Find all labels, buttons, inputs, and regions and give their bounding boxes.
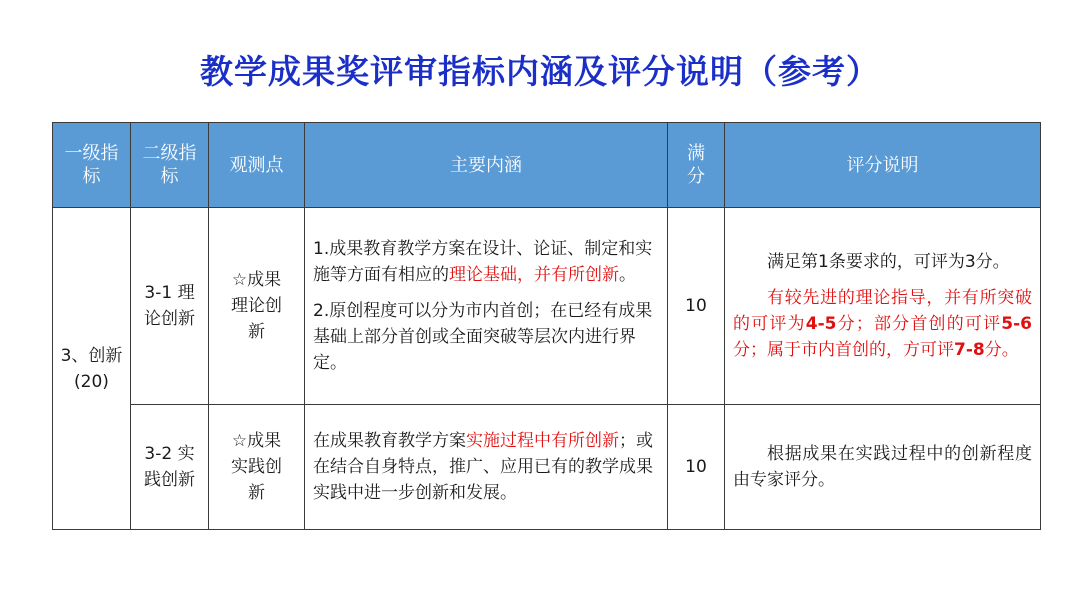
table-row [53, 405, 1041, 530]
header-level2-indicator: 二级指标 [131, 123, 209, 208]
header-level1-indicator: 一级指标 [53, 123, 131, 208]
header-full-score: 满分 [668, 123, 725, 208]
scoring-explanation-cell [725, 405, 1041, 530]
scoring-paragraph-2: 有较先进的理论指导，并有所突破的可评为4-5分；部分首创的可评5-6分；属于市内首创的，方可评7-8分。 [733, 288, 1033, 360]
header-observation-point: 观测点 [209, 123, 305, 208]
observation-point-cell: ☆成果理论创新 [209, 208, 305, 405]
main-content-cell [305, 405, 668, 530]
level2-indicator-cell: 3-2 实践创新 [131, 405, 209, 530]
level1-indicator-cell: 3、创新 (20) [53, 208, 131, 530]
page-title: 教学成果奖评审指标内涵及评分说明（参考） [200, 52, 880, 91]
header-main-content: 主要内涵 [305, 123, 668, 208]
scoring-paragraph-1: 满足第1条要求的，可评为3分。 [767, 252, 1010, 272]
header-scoring-explanation: 评分说明 [725, 123, 1041, 208]
content-paragraph-2: 2.原创程度可以分为市内首创；在已经有成果基础上部分首创或全面突破等层次内进行界定。 [313, 301, 653, 373]
content-paragraph: 在成果教育教学方案实施过程中有所创新；或在结合自身特点，推广、应用已有的教学成果实践中进一步创新和发展。 [313, 431, 653, 503]
scoring-paragraph: 根据成果在实践过程中的创新程度由专家评分。 [733, 444, 1032, 490]
full-score-cell: 10 [668, 208, 725, 405]
header-row [53, 123, 1041, 208]
criteria-table [52, 122, 1041, 530]
highlight-text: 实施过程中有所创新 [466, 431, 619, 451]
scoring-explanation-cell [725, 208, 1041, 405]
table-row [53, 208, 1041, 405]
content-paragraph-1: 1.成果教育教学方案在设计、论证、制定和实施等方面有相应的理论基础，并有所创新。 [313, 239, 653, 285]
full-score-cell: 10 [668, 405, 725, 530]
level2-indicator-cell: 3-1 理论创新 [131, 208, 209, 405]
main-content-cell [305, 208, 668, 405]
observation-point-cell: ☆成果实践创新 [209, 405, 305, 530]
highlight-text: 理论基础，并有所创新 [449, 265, 619, 285]
